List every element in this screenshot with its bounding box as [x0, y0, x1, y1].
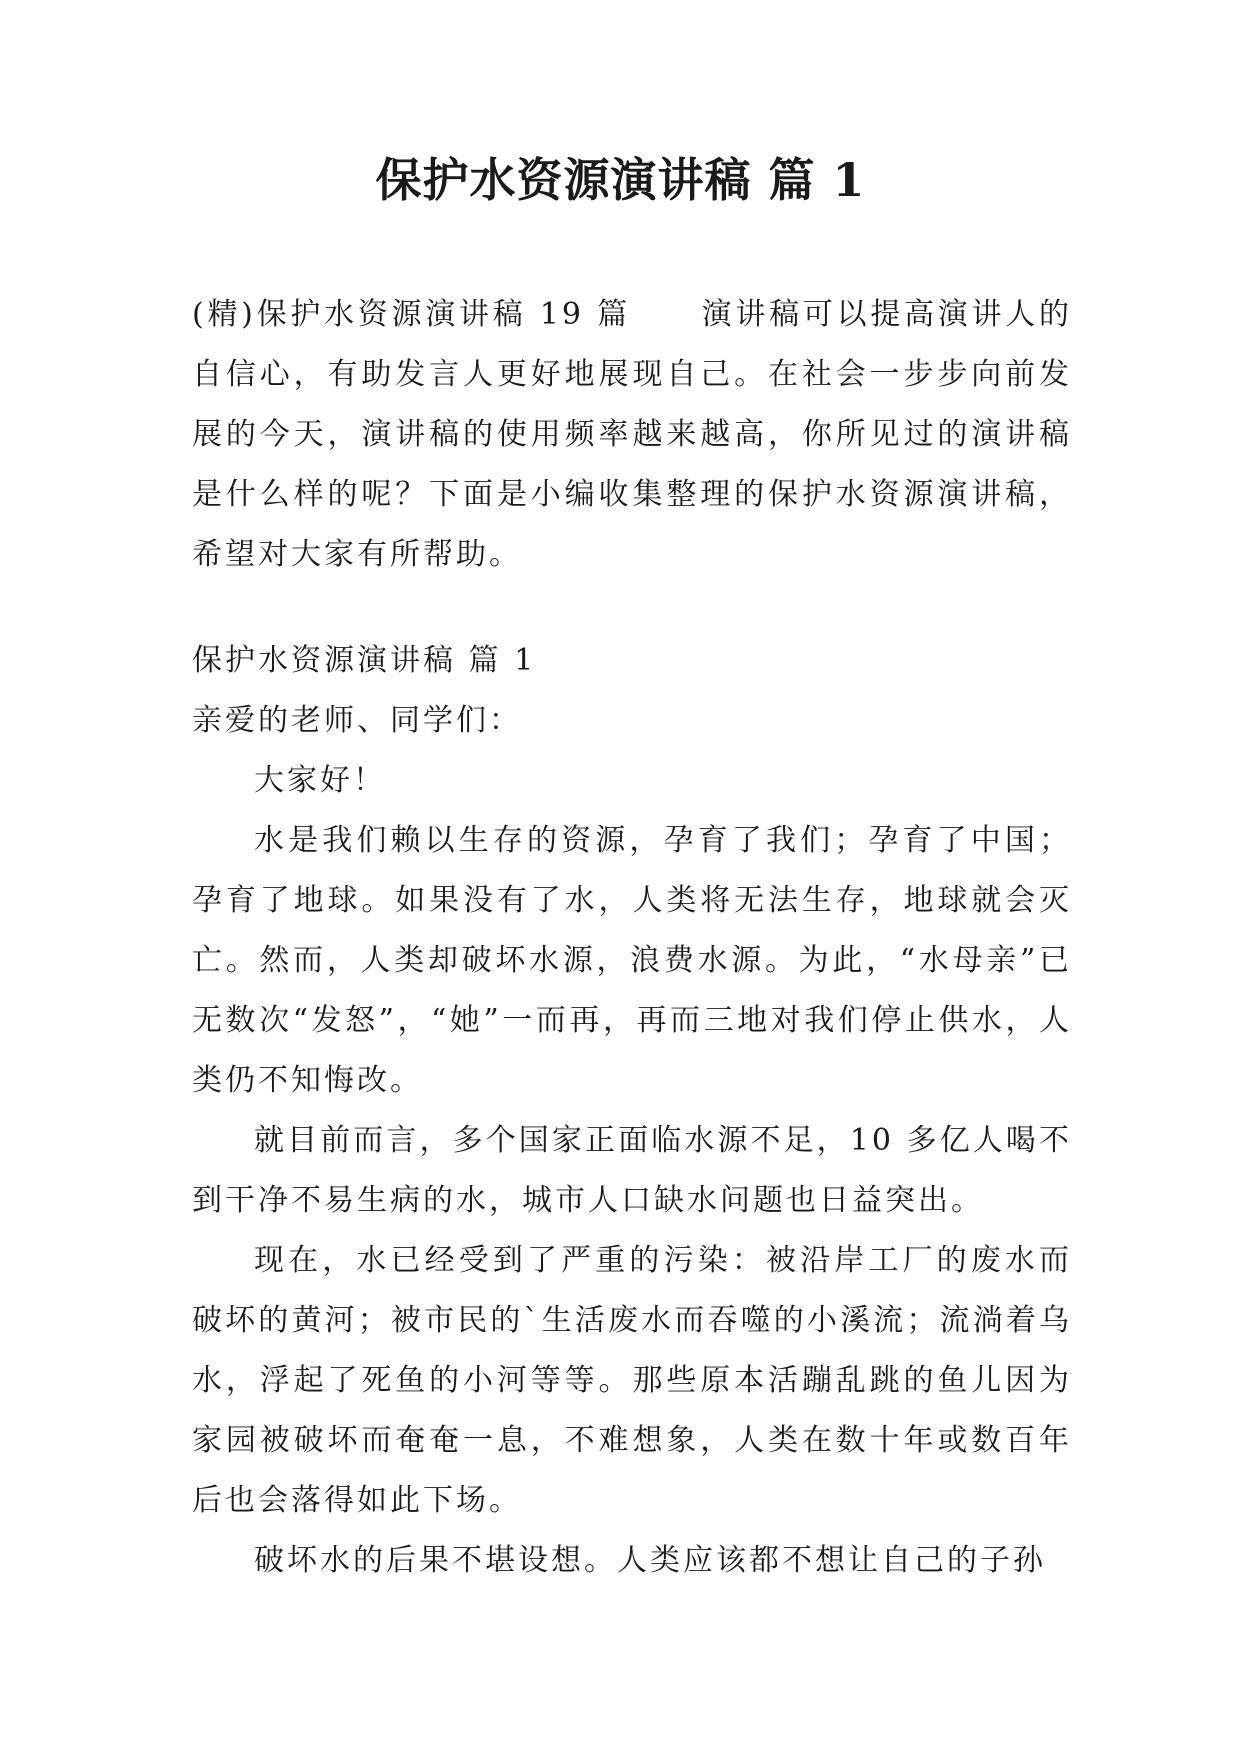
- speech-section: [192, 631, 1072, 1591]
- speech-paragraph: 就目前而言，多个国家正面临水源不足，10 多亿人喝不到干净不易生病的水，城市人口缺水问题也日益突出。: [192, 1123, 1072, 1218]
- document-title: 保护水资源演讲稿 篇 1: [375, 153, 866, 207]
- intro-lead: (精)保护水资源演讲稿 19 篇: [192, 297, 631, 332]
- intro-text: 演讲稿可以提高演讲人的自信心，有助发言人更好地展现自己。在社会一步步向前发展的今天，演讲稿的使用频率越来越高，你所见过的演讲稿是什么样的呢？下面是小编收集整理的保护水资源演讲稿，希望对大家有所帮助。: [192, 297, 1073, 572]
- speech-paragraph: 水是我们赖以生存的资源，孕育了我们；孕育了中国；孕育了地球。如果没有了水，人类将无法生存，地球就会灭亡。然而，人类却破坏水源，浪费水源。为此，“水母亲”已无数次“发怒”，“她”一而再，再而三地对我们停止供水，人类仍不知悔改。: [192, 823, 1072, 1098]
- speech-paragraph: 破坏水的后果不堪设想。人类应该都不想让自己的子孙: [254, 1543, 1046, 1578]
- intro-paragraph: [192, 285, 1072, 585]
- speech-paragraph: 现在，水已经受到了严重的污染：被沿岸工厂的废水而破坏的黄河；被市民的`生活废水而吞噬的小溪流；流淌着乌水，浮起了死鱼的小河等等。那些原本活蹦乱跳的鱼儿因为家园被破坏而奄奄一息，不难想象，人类在数十年或数百年后也会落得如此下场。: [192, 1243, 1072, 1518]
- salutation: 亲爱的老师、同学们：: [192, 703, 522, 738]
- section-heading: 保护水资源演讲稿 篇 1: [192, 643, 537, 678]
- greeting: 大家好！: [254, 763, 386, 798]
